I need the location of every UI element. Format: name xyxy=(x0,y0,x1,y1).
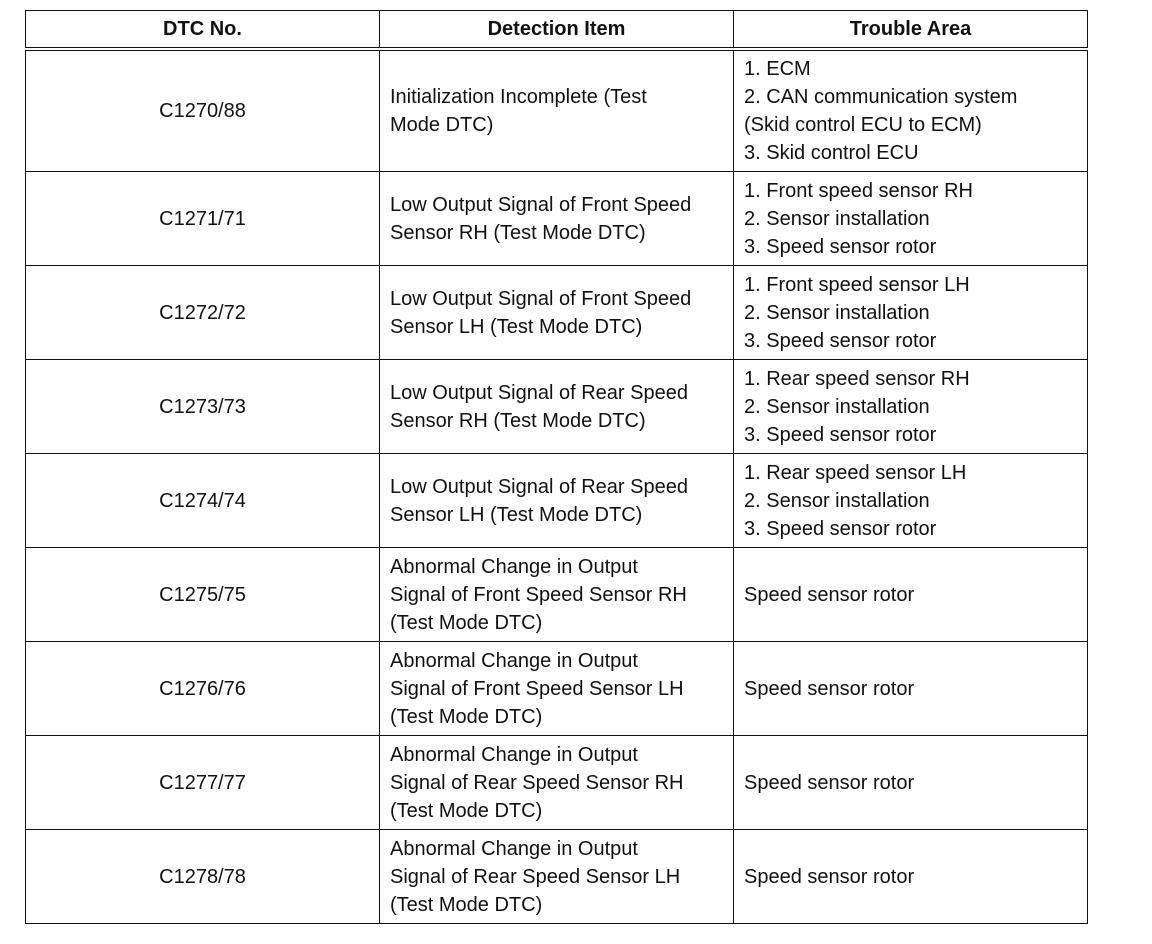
detection-item-line: Low Output Signal of Rear Speed xyxy=(390,475,688,498)
trouble-area-cell xyxy=(734,454,1088,548)
table-body xyxy=(26,49,1088,924)
detection-item-line: Signal of Front Speed Sensor RH xyxy=(390,583,687,606)
detection-item-line: (Test Mode DTC) xyxy=(390,705,543,728)
detection-item-line: Signal of Rear Speed Sensor LH xyxy=(390,865,681,888)
header-dtc-no: DTC No. xyxy=(26,11,380,50)
detection-item-line: (Test Mode DTC) xyxy=(390,799,543,822)
table-row xyxy=(26,830,1088,924)
dtc-code-cell: C1274/74 xyxy=(26,454,380,548)
dtc-code-cell: C1275/75 xyxy=(26,548,380,642)
table-row xyxy=(26,642,1088,736)
trouble-area-line: 2. Sensor installation xyxy=(744,301,930,324)
detection-item-line: (Test Mode DTC) xyxy=(390,893,543,916)
trouble-area-line: 1. Rear speed sensor LH xyxy=(744,461,967,484)
dtc-table xyxy=(25,10,1088,924)
trouble-area-cell xyxy=(734,548,1088,642)
table-row xyxy=(26,49,1088,172)
trouble-area-cell xyxy=(734,266,1088,360)
header-trouble-area: Trouble Area xyxy=(734,11,1088,50)
detection-item-cell xyxy=(380,454,734,548)
detection-item-cell xyxy=(380,736,734,830)
dtc-code-cell: C1270/88 xyxy=(26,49,380,172)
detection-item-cell xyxy=(380,49,734,172)
trouble-area-line: 2. Sensor installation xyxy=(744,489,930,512)
detection-item-line: Initialization Incomplete (Test xyxy=(390,86,647,108)
detection-item-line: Abnormal Change in Output xyxy=(390,837,638,860)
detection-item-cell xyxy=(380,266,734,360)
trouble-area-line: Speed sensor rotor xyxy=(744,583,915,606)
trouble-area-line: 3. Speed sensor rotor xyxy=(744,517,937,540)
trouble-area-line: 3. Speed sensor rotor xyxy=(744,235,937,258)
dtc-code-cell: C1278/78 xyxy=(26,830,380,924)
detection-item-cell xyxy=(380,360,734,454)
detection-item-line: Abnormal Change in Output xyxy=(390,555,638,578)
trouble-area-line: Speed sensor rotor xyxy=(744,677,915,700)
detection-item-line: Sensor RH (Test Mode DTC) xyxy=(390,221,646,244)
table-row xyxy=(26,266,1088,360)
trouble-area-line: 1. ECM xyxy=(744,58,811,80)
table-row xyxy=(26,454,1088,548)
detection-item-cell xyxy=(380,830,734,924)
detection-item-line: Low Output Signal of Rear Speed xyxy=(390,381,688,404)
trouble-area-cell xyxy=(734,736,1088,830)
trouble-area-cell xyxy=(734,49,1088,172)
detection-item-line: Mode DTC) xyxy=(390,114,494,136)
detection-item-cell xyxy=(380,642,734,736)
table-row xyxy=(26,172,1088,266)
detection-item-line: Sensor RH (Test Mode DTC) xyxy=(390,409,646,432)
trouble-area-cell xyxy=(734,172,1088,266)
trouble-area-line: 2. Sensor installation xyxy=(744,207,930,230)
trouble-area-line: Speed sensor rotor xyxy=(744,771,915,794)
trouble-area-line: 2. CAN communication system xyxy=(744,86,1018,108)
detection-item-cell xyxy=(380,172,734,266)
table-row xyxy=(26,736,1088,830)
detection-item-cell xyxy=(380,548,734,642)
trouble-area-line: Speed sensor rotor xyxy=(744,865,915,888)
dtc-code-cell: C1272/72 xyxy=(26,266,380,360)
detection-item-line: Sensor LH (Test Mode DTC) xyxy=(390,503,643,526)
detection-item-line: Low Output Signal of Front Speed xyxy=(390,287,692,310)
detection-item-line: Abnormal Change in Output xyxy=(390,743,638,766)
detection-item-line: Abnormal Change in Output xyxy=(390,649,638,672)
detection-item-line: (Test Mode DTC) xyxy=(390,611,543,634)
trouble-area-cell xyxy=(734,360,1088,454)
trouble-area-line: 1. Front speed sensor LH xyxy=(744,273,970,296)
trouble-area-line: 3. Skid control ECU xyxy=(744,142,919,164)
dtc-code-cell: C1276/76 xyxy=(26,642,380,736)
trouble-area-line: 2. Sensor installation xyxy=(744,395,930,418)
header-row xyxy=(26,11,1088,50)
trouble-area-cell xyxy=(734,830,1088,924)
dtc-code-cell: C1277/77 xyxy=(26,736,380,830)
detection-item-line: Signal of Rear Speed Sensor RH xyxy=(390,771,684,794)
dtc-code-cell: C1273/73 xyxy=(26,360,380,454)
trouble-area-line: 3. Speed sensor rotor xyxy=(744,329,937,352)
header-detection-item: Detection Item xyxy=(380,11,734,50)
trouble-area-line: 1. Rear speed sensor RH xyxy=(744,367,970,390)
table-row xyxy=(26,548,1088,642)
detection-item-line: Sensor LH (Test Mode DTC) xyxy=(390,315,643,338)
trouble-area-line: (Skid control ECU to ECM) xyxy=(744,114,982,136)
detection-item-line: Signal of Front Speed Sensor LH xyxy=(390,677,684,700)
detection-item-line: Low Output Signal of Front Speed xyxy=(390,193,692,216)
trouble-area-line: 1. Front speed sensor RH xyxy=(744,179,973,202)
table-header xyxy=(26,11,1088,50)
trouble-area-line: 3. Speed sensor rotor xyxy=(744,423,937,446)
table-row xyxy=(26,360,1088,454)
trouble-area-cell xyxy=(734,642,1088,736)
dtc-code-cell: C1271/71 xyxy=(26,172,380,266)
